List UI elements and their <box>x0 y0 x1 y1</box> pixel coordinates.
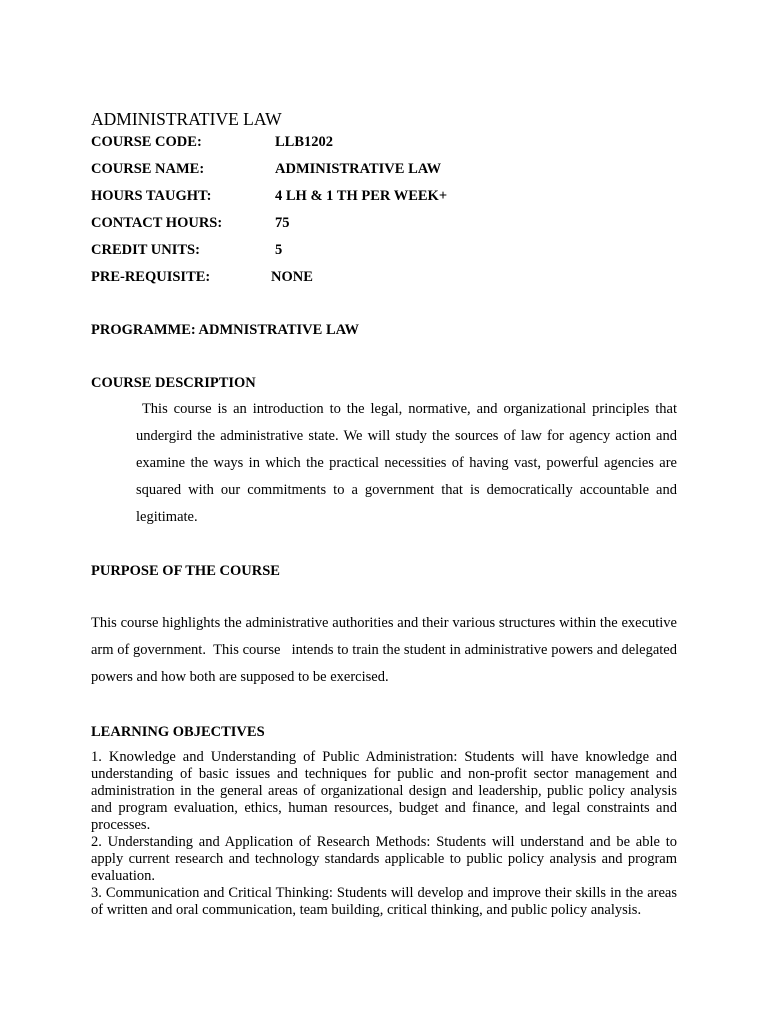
info-value: NONE <box>271 269 313 285</box>
info-value: LLB1202 <box>275 134 334 150</box>
info-value: 4 LH & 1 TH PER WEEK+ <box>275 188 448 204</box>
info-value: 75 <box>275 215 290 231</box>
info-value: ADMINISTRATIVE LAW <box>275 161 442 177</box>
course-description-heading: COURSE DESCRIPTION <box>91 375 256 391</box>
purpose-text: This course highlights the administrative authorities and their various structures within the executive arm of government. This course intends to train the student in administrative powers and delegated powers and how both are supposed to be exercised. <box>91 615 685 685</box>
objective-item: 2. Understanding and Application of Research Methods: Students will understand and be able to apply current research and technology standards applicable to public policy analysis and program evaluation. <box>91 834 677 884</box>
info-label: HOURS TAUGHT: <box>91 188 212 204</box>
info-label: COURSE CODE: <box>91 134 202 150</box>
info-label: PRE-REQUISITE: <box>91 269 211 285</box>
course-description-text: This course is an introduction to the legal, normative, and organizational principles that undergird the administrative state. We will study the sources of law for agency action and examine the ways in which the practical necessities of having vast, powerful agencies are squared with our commitments to a government that is democratically accountable and legitimate. <box>136 401 681 525</box>
info-label: CREDIT UNITS: <box>91 242 200 258</box>
info-label: COURSE NAME: <box>91 161 205 177</box>
learning-objectives-heading: LEARNING OBJECTIVES <box>91 724 265 740</box>
programme-heading: PROGRAMME: ADMNISTRATIVE LAW <box>91 322 359 338</box>
document-title: ADMINISTRATIVE LAW <box>91 109 282 129</box>
info-value: 5 <box>275 242 283 258</box>
objective-item: 3. Communication and Critical Thinking: Students will develop and improve their skills in the areas of written and oral communication, team building, critical thinking, and public policy analysis. <box>91 885 677 918</box>
purpose-heading: PURPOSE OF THE COURSE <box>91 563 280 579</box>
objective-item: 1. Knowledge and Understanding of Public Administration: Students will have knowledge and understanding of basic issues and techniques for public and non-profit sector management and administration in the general areas of organizational design and leadership, public policy analysis and program evaluation, ethics, human resources, budget and finance, and legal constraints and processes. <box>91 749 677 833</box>
info-label: CONTACT HOURS: <box>91 215 223 231</box>
learning-objectives-list <box>91 749 677 919</box>
